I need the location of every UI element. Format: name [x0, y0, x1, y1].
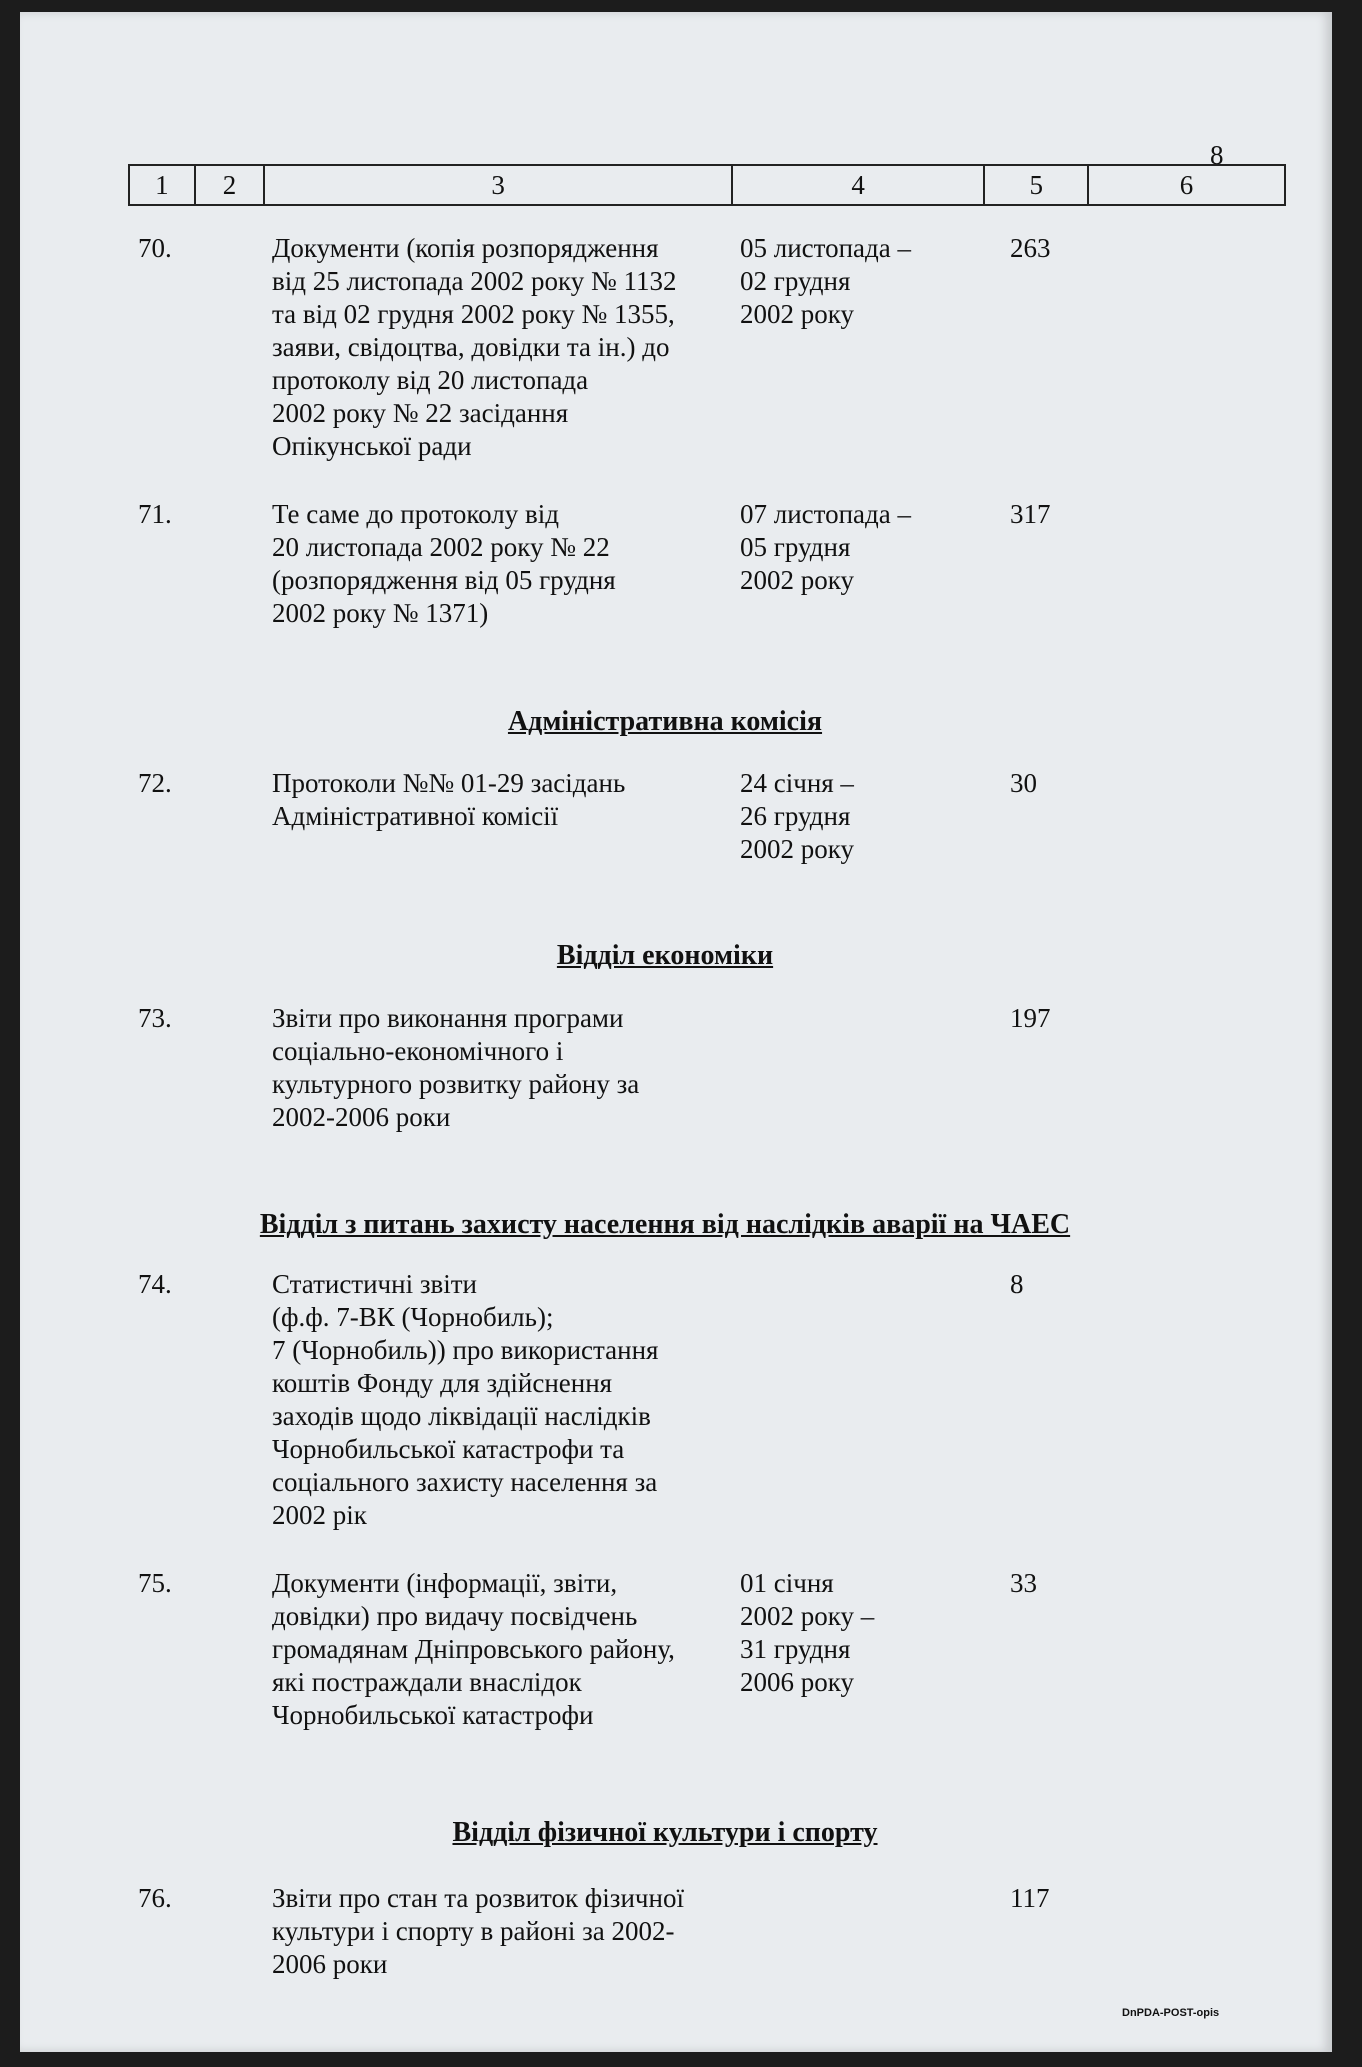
desc-line: протоколу від 20 листопада [272, 365, 589, 395]
date-line: 2006 року [740, 1667, 854, 1697]
column-header-3: 3 [264, 165, 731, 205]
desc-line: 2002 року № 22 засідання [272, 398, 569, 428]
section-title-economy-department: Відділ економіки [556, 940, 774, 971]
column-header-1: 1 [129, 165, 195, 205]
column-header-2: 2 [195, 165, 265, 205]
date-line: 24 січня – [740, 768, 854, 798]
desc-line: Те саме до протоколу від [272, 499, 559, 529]
entry-number: 70. [138, 233, 172, 263]
desc-line: від 25 листопада 2002 року № 1132 [272, 266, 677, 296]
column-header-4: 4 [732, 165, 985, 205]
desc-line: Статистичні звіти [272, 1269, 477, 1299]
date-line: 31 грудня [740, 1634, 851, 1664]
desc-line: 20 листопада 2002 року № 22 [272, 532, 610, 562]
entry-number: 72. [138, 768, 172, 798]
entry-sheet-count: 8 [1010, 1269, 1024, 1299]
entry-description [272, 1882, 732, 1981]
entry-sheet-count: 263 [1010, 233, 1051, 263]
entry-dates [740, 232, 940, 331]
date-line: 2002 року [740, 299, 854, 329]
date-line: 2002 року [740, 834, 854, 864]
entry-number: 71. [138, 499, 172, 529]
entry-description [272, 1268, 732, 1532]
date-line: 07 листопада – [740, 499, 912, 529]
desc-line: 2002-2006 роки [272, 1102, 451, 1132]
desc-line: Протоколи №№ 01-29 засідань [272, 768, 626, 798]
desc-line: які постраждали внаслідок [272, 1667, 582, 1697]
entry-description [272, 1567, 732, 1732]
desc-line: Звіти про стан та розвиток фізичної [272, 1883, 684, 1913]
date-line: 2002 року [740, 565, 854, 595]
entry-dates [740, 498, 940, 597]
date-line: 02 грудня [740, 266, 851, 296]
date-line: 05 грудня [740, 532, 851, 562]
desc-line: громадянам Дніпровського району, [272, 1634, 675, 1664]
desc-line: Опікунської ради [272, 431, 472, 461]
desc-line: та від 02 грудня 2002 року № 1355, [272, 299, 675, 329]
desc-line: Чорнобильської катастрофи та [272, 1434, 625, 1464]
entry-sheet-count: 317 [1010, 499, 1051, 529]
archive-footer-code: DnPDA-POST-opis [1122, 2007, 1220, 2019]
desc-line: Документи (інформації, звіти, [272, 1568, 618, 1598]
date-line: 05 листопада – [740, 233, 912, 263]
section-title-sport-department: Відділ фізичної культури і спорту [452, 1817, 878, 1848]
column-header-5: 5 [984, 165, 1088, 205]
entry-sheet-count: 197 [1010, 1003, 1051, 1033]
column-header-6: 6 [1088, 165, 1285, 205]
page-number: 8 [1210, 140, 1224, 170]
entry-description [272, 1002, 732, 1134]
desc-line: соціального захисту населення за [272, 1467, 658, 1497]
desc-line: Документи (копія розпорядження [272, 233, 659, 263]
desc-line: 2006 роки [272, 1949, 388, 1979]
entry-number: 74. [138, 1269, 172, 1299]
date-line: 2002 року – [740, 1601, 875, 1631]
desc-line: (ф.ф. 7-ВК (Чорнобиль); [272, 1302, 554, 1332]
desc-line: Звіти про виконання програми [272, 1003, 624, 1033]
desc-line: культурного розвитку району за [272, 1069, 640, 1099]
entry-number: 73. [138, 1003, 172, 1033]
entry-dates [740, 767, 940, 866]
desc-line: 2002 року № 1371) [272, 598, 489, 628]
section-title-admin-commission: Адміністративна комісія [507, 706, 823, 737]
section-title-chaes-department: Відділ з питань захисту населення від наслідків аварії на ЧАЕС [259, 1209, 1071, 1240]
date-line: 26 грудня [740, 801, 851, 831]
desc-line: культури і спорту в районі за 2002- [272, 1916, 675, 1946]
desc-line: заходів щодо ліквідації наслідків [272, 1401, 651, 1431]
column-header-table [128, 164, 1286, 206]
entry-sheet-count: 33 [1010, 1568, 1037, 1598]
desc-line: Чорнобильської катастрофи [272, 1700, 594, 1730]
entry-sheet-count: 30 [1010, 768, 1037, 798]
desc-line: (розпорядження від 05 грудня [272, 565, 616, 595]
entry-number: 76. [138, 1883, 172, 1913]
entry-description [272, 498, 732, 630]
entry-sheet-count: 117 [1010, 1883, 1050, 1913]
desc-line: соціально-економічного і [272, 1036, 564, 1066]
desc-line: коштів Фонду для здійснення [272, 1368, 613, 1398]
desc-line: заяви, свідоцтва, довідки та ін.) до [272, 332, 670, 362]
date-line: 01 січня [740, 1568, 834, 1598]
entry-number: 75. [138, 1568, 172, 1598]
desc-line: 2002 рік [272, 1500, 367, 1530]
entry-description [272, 232, 732, 463]
desc-line: довідки) про видачу посвідчень [272, 1601, 638, 1631]
desc-line: 7 (Чорнобиль)) про використання [272, 1335, 659, 1365]
entry-description [272, 767, 732, 833]
entry-dates [740, 1567, 940, 1699]
desc-line: Адміністративної комісії [272, 801, 559, 831]
document-page [20, 12, 1332, 2052]
